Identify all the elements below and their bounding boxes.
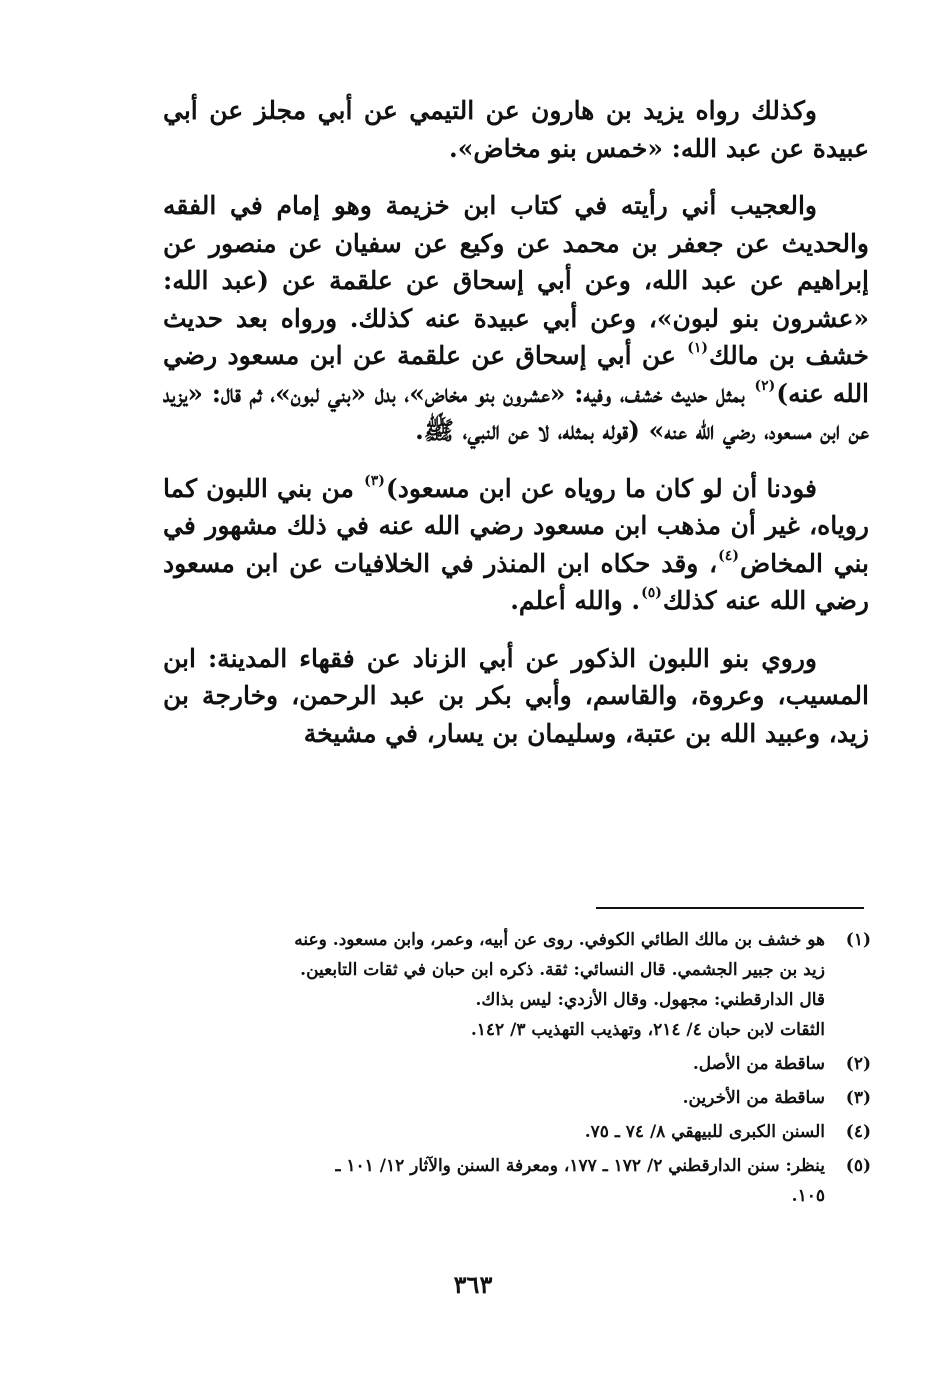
footnote-text [163, 1117, 825, 1147]
footnote-number: (٥) [845, 1156, 871, 1176]
footnotes [163, 925, 871, 1215]
paragraph-3-text-d: . والله أعلم. [510, 586, 641, 615]
paragraph-2-text-b: عن أبي إسحاق عن علقمة عن ابن مسعود رضي الله عنه) [163, 341, 870, 408]
paragraph-3 [163, 470, 869, 620]
paragraph-2-text-c: بمثل حديث خشف، وفيه: «عشرون بنو مخاض»، بدل «بني لبون»، ثم قال: «يزيد عن ابن مسعود، رضي الله عنه» (قوله بمثله، لا عن النبي، ﷺ. [163, 378, 869, 445]
footnote-line: السنن الكبرى للبيهقي ٨/ ٧٤ ـ ٧٥. [584, 1122, 825, 1142]
paragraph-3-text-b: من بني اللبون كما روياه، غير أن مذهب ابن مسعود رضي الله عنه في ذلك مشهور في بني المخاض [163, 473, 869, 578]
paragraph-1 [163, 92, 869, 167]
footnote-number: (٣) [845, 1088, 871, 1108]
footnote-text [163, 1083, 825, 1113]
footnote-number: (١) [845, 930, 871, 950]
paragraph-1-text: وكذلك رواه يزيد بن هارون عن التيمي عن أبي مجلز عن أبي عبيدة عن عبد الله: «خمس بنو مخاض». [163, 96, 869, 163]
footnote-separator [596, 907, 864, 909]
footnote-number: (٢) [845, 1054, 871, 1074]
footnote-1 [163, 925, 871, 1045]
footnote-text [163, 925, 825, 1045]
footnote-line: ساقطة من الأخرين. [682, 1088, 825, 1108]
paragraph-4-text: وروي بنو اللبون الذكور عن أبي الزناد عن فقهاء المدينة: ابن المسيب، وعروة، والقاسم، وأبي بكر بن عبد الرحمن، وخارجة بن زيد، وعبيد الله بن عتبة، وسليمان بن يسار، في مشيخة [163, 643, 869, 748]
footnote-line: الثقات لابن حبان ٤/ ٢١٤، وتهذيب التهذيب ٣/ ١٤٢. [470, 1020, 825, 1040]
paragraph-3-text-c: ، وقد حكاه ابن المنذر في الخلافيات عن ابن مسعود رضي الله عنه كذلك [163, 548, 869, 615]
paragraph-2-text-a: والعجيب أني رأيته في كتاب ابن خزيمة وهو إمام في الفقه والحديث عن جعفر بن محمد عن وكيع عن سفيان عن منصور عن إبراهيم عن عبد الله، وعن أبي إسحاق عن علقمة عن (عبد الله: «عشرون بنو لبون»، وعن أبي عبيدة عنه كذلك. ورواه بعد حديث خشف بن مالك [163, 191, 869, 370]
main-text [163, 92, 869, 752]
page-number: ٣٦٣ [453, 1270, 493, 1299]
footnote-number: (٤) [845, 1122, 871, 1142]
footnote-line: ينظر: سنن الدارقطني ٢/ ١٧٢ ـ ١٧٧، ومعرفة السنن والآثار ١٢/ ١٠١ ـ [335, 1156, 825, 1176]
footnote-3 [163, 1083, 871, 1113]
footnote-marker-5: (٥) [641, 585, 662, 602]
footnote-2 [163, 1049, 871, 1079]
footnote-marker-4: (٤) [718, 547, 739, 564]
footnote-4 [163, 1117, 871, 1147]
footnote-marker-2: (٢) [754, 377, 776, 394]
footnote-marker-1: (١) [687, 340, 708, 357]
footnote-line: ١٠٥. [791, 1186, 825, 1206]
footnote-line: زيد بن جبير الجشمي. قال النسائي: ثقة. ذكره ابن حبان في ثقات التابعين. [300, 960, 825, 980]
paragraph-2 [163, 187, 869, 450]
footnote-5 [163, 1151, 871, 1211]
footnote-text [163, 1049, 825, 1079]
footnote-text [163, 1151, 825, 1211]
paragraph-4 [163, 640, 869, 753]
footnote-marker-3: (٣) [364, 472, 385, 489]
paragraph-3-text-a: فودنا أن لو كان ما روياه عن ابن مسعود) [385, 473, 817, 503]
footnote-line: ساقطة من الأصل. [692, 1054, 825, 1074]
footnote-line: هو خشف بن مالك الطائي الكوفي. روى عن أبيه، وعمر، وابن مسعود. وعنه [294, 930, 825, 950]
footnote-line: قال الدارقطني: مجهول. وقال الأزدي: ليس بذاك. [475, 990, 825, 1010]
